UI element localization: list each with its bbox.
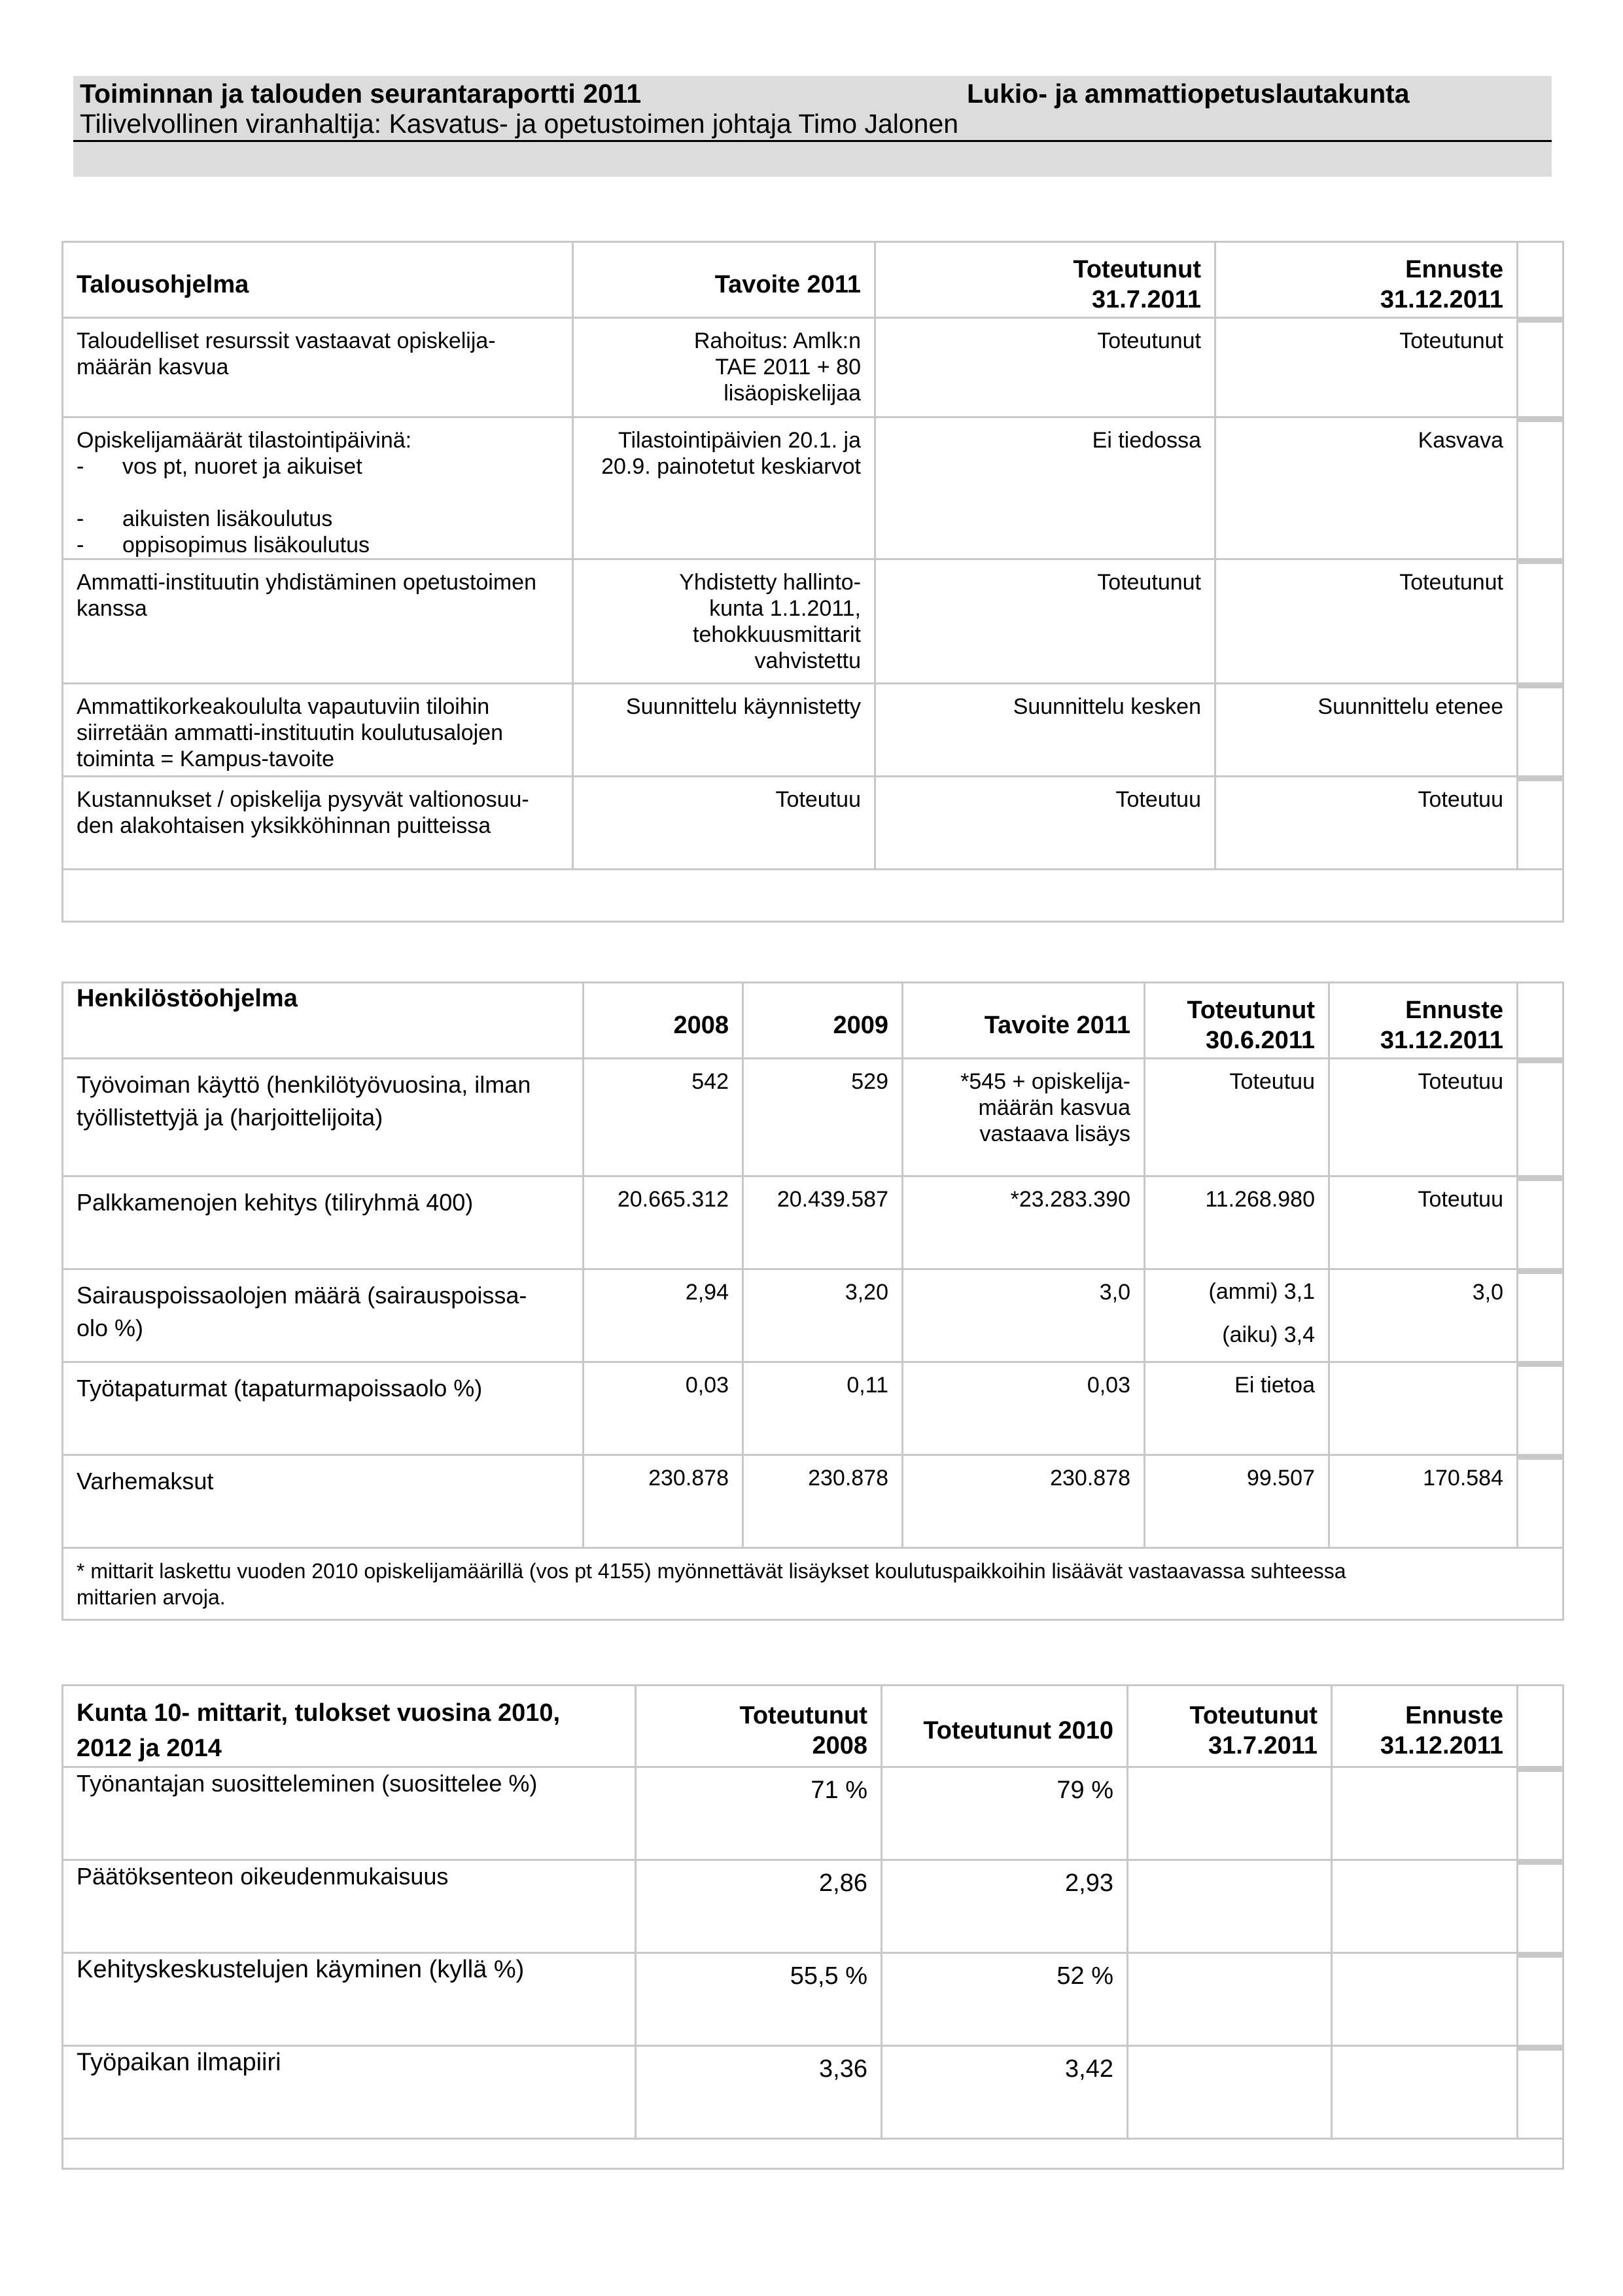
actual-value: (ammi) 3,1 (aiku) 3,4: [1145, 1269, 1329, 1362]
actual-value: [1128, 1860, 1332, 1953]
target-value: Rahoitus: Amlk:n TAE 2011 + 80 lisäopiskelijaa: [573, 318, 875, 417]
actual-value: [1128, 1953, 1332, 2046]
list-item: - aikuisten lisäkoulutus: [122, 506, 559, 532]
value-2009: 0,11: [743, 1362, 903, 1455]
value-2008: 2,86: [636, 1860, 882, 1953]
target-value: *23.283.390: [903, 1176, 1145, 1269]
column-header: Ennuste 31.12.2011: [1215, 242, 1518, 318]
forecast-value: 170.584: [1329, 1455, 1518, 1548]
report-header: [73, 76, 1552, 177]
table-row: [63, 1269, 1563, 1362]
forecast-value: 3,0: [1329, 1269, 1518, 1362]
table-row: [63, 318, 1563, 417]
forecast-value: [1332, 1860, 1518, 1953]
table-row: [63, 684, 1563, 777]
value-2009: 230.878: [743, 1455, 903, 1548]
bullet-list: [77, 453, 559, 480]
column-header: Ennuste 31.12.2011: [1329, 983, 1518, 1059]
status-column-header: [1518, 1686, 1563, 1767]
value-2008: 55,5 %: [636, 1953, 882, 2046]
forecast-value: Kasvava: [1215, 417, 1518, 559]
table-row: [63, 1176, 1563, 1269]
column-header: 2009: [743, 983, 903, 1059]
value-2010: 52 %: [882, 1953, 1128, 2046]
table-footer-row: [63, 2139, 1563, 2169]
status-indicator: [1518, 559, 1563, 684]
column-header: Toteutunut 30.6.2011: [1145, 983, 1329, 1059]
column-header: Toteutunut 31.7.2011: [1128, 1686, 1332, 1767]
footnote: * mittarit laskettu vuoden 2010 opiskelijamäärillä (vos pt 4155) myönnettävät lisäykset koulutuspaikkoihin lisäävät vastaavassa suhteessa mittarien arvoja.: [63, 1548, 1563, 1620]
value-2008: 0,03: [584, 1362, 743, 1455]
row-label: Työvoiman käyttö (henkilötyövuosina, ilman työllistettyjä ja (harjoittelijoita): [63, 1059, 584, 1176]
table-row: [63, 777, 1563, 870]
status-indicator: [1518, 1953, 1563, 2046]
value-2008: 20.665.312: [584, 1176, 743, 1269]
actual-value: [1128, 2046, 1332, 2139]
actual-value: [1128, 1767, 1332, 1860]
table-footer-row: [63, 870, 1563, 922]
forecast-value: [1329, 1362, 1518, 1455]
row-label: Palkkamenojen kehitys (tiliryhmä 400): [63, 1176, 584, 1269]
target-value: *545 + opiskelija- määrän kasvua vastaava lisäys: [903, 1059, 1145, 1176]
column-header: Tavoite 2011: [573, 242, 875, 318]
actual-value: Toteutunut: [875, 559, 1215, 684]
target-value: 3,0: [903, 1269, 1145, 1362]
column-header: Tavoite 2011: [903, 983, 1145, 1059]
value-2008: 542: [584, 1059, 743, 1176]
forecast-value: [1332, 1953, 1518, 2046]
column-header: Ennuste 31.12.2011: [1332, 1686, 1518, 1767]
value-2010: 79 %: [882, 1767, 1128, 1860]
target-value: 0,03: [903, 1362, 1145, 1455]
table-footer-row: [63, 1548, 1563, 1620]
status-column-header: [1518, 242, 1563, 318]
value-2010: 2,93: [882, 1860, 1128, 1953]
status-indicator: [1518, 1362, 1563, 1455]
actual-value: Ei tietoa: [1145, 1362, 1329, 1455]
actual-value: 11.268.980: [1145, 1176, 1329, 1269]
value-2009: 3,20: [743, 1269, 903, 1362]
table-row: [63, 1767, 1563, 1860]
value-2008: 2,94: [584, 1269, 743, 1362]
henkilostoohjelma-table: [61, 981, 1564, 1621]
table-row: [63, 1362, 1563, 1455]
status-indicator: [1518, 1767, 1563, 1860]
actual-value: 99.507: [1145, 1455, 1329, 1548]
actual-value: Toteutunut: [875, 318, 1215, 417]
value-2010: 3,42: [882, 2046, 1128, 2139]
forecast-value: [1332, 1767, 1518, 1860]
empty-footer: [63, 870, 1563, 922]
row-label: Kehityskeskustelujen käyminen (kyllä %): [63, 1953, 636, 2046]
status-column-header: [1518, 983, 1563, 1059]
row-label: Opiskelijamäärät tilastointipäivinä:: [77, 428, 412, 453]
row-label: Työpaikan ilmapiiri: [63, 2046, 636, 2139]
empty-footer: [63, 2139, 1563, 2169]
forecast-value: Toteutuu: [1329, 1176, 1518, 1269]
status-indicator: [1518, 2046, 1563, 2139]
target-value: Tilastointipäivien 20.1. ja 20.9. painotetut keskiarvot: [573, 417, 875, 559]
row-label: Taloudelliset resurssit vastaavat opiskelija- määrän kasvua: [63, 318, 573, 417]
value-2008: 230.878: [584, 1455, 743, 1548]
board-name: Lukio- ja ammattiopetuslautakunta: [967, 79, 1410, 109]
forecast-value: Suunnittelu etenee: [1215, 684, 1518, 777]
status-indicator: [1518, 1176, 1563, 1269]
row-label-cell: [63, 417, 573, 559]
value-2008: 3,36: [636, 2046, 882, 2139]
row-label: Työnantajan suositteleminen (suosittelee %): [63, 1767, 636, 1860]
column-header: Toteutunut 2010: [882, 1686, 1128, 1767]
status-indicator: [1518, 1269, 1563, 1362]
column-header: Toteutunut 2008: [636, 1686, 882, 1767]
forecast-value: Toteutuu: [1215, 777, 1518, 870]
table-row: [63, 1953, 1563, 2046]
table-row: [63, 559, 1563, 684]
header-rule: [73, 140, 1552, 142]
forecast-value: [1332, 2046, 1518, 2139]
table-title: Henkilöstöohjelma: [63, 983, 584, 1059]
column-header: 2008: [584, 983, 743, 1059]
row-label: Ammattikorkeakoululta vapautuviin tiloihin siirretään ammatti-instituutin koulutusalojen toiminta = Kampus-tavoite: [63, 684, 573, 777]
table-row: [63, 1860, 1563, 1953]
responsible-official: Tilivelvollinen viranhaltija: Kasvatus- ja opetustoimen johtaja Timo Jalonen: [80, 109, 959, 139]
table-title: Talousohjelma: [63, 242, 573, 318]
row-label: Päätöksenteon oikeudenmukaisuus: [63, 1860, 636, 1953]
status-indicator: [1518, 684, 1563, 777]
table-row: [63, 1455, 1563, 1548]
value-2008: 71 %: [636, 1767, 882, 1860]
value-2009: 529: [743, 1059, 903, 1176]
status-indicator: [1518, 417, 1563, 559]
value-2009: 20.439.587: [743, 1176, 903, 1269]
row-label: Työtapaturmat (tapaturmapoissaolo %): [63, 1362, 584, 1455]
target-value: Suunnittelu käynnistetty: [573, 684, 875, 777]
actual-value: Ei tiedossa: [875, 417, 1215, 559]
table-title: Kunta 10- mittarit, tulokset vuosina 2010, 2012 ja 2014: [63, 1686, 636, 1767]
row-label: Varhemaksut: [63, 1455, 584, 1548]
column-header: Toteutunut 31.7.2011: [875, 242, 1215, 318]
row-label: Kustannukset / opiskelija pysyvät valtionosuu- den alakohtaisen yksikköhinnan puitteissa: [63, 777, 573, 870]
target-value: Yhdistetty hallinto- kunta 1.1.2011, tehokkuusmittarit vahvistettu: [573, 559, 875, 684]
target-value: Toteutuu: [573, 777, 875, 870]
talousohjelma-table: [61, 241, 1564, 923]
report-title: Toiminnan ja talouden seurantaraportti 2011: [80, 79, 642, 109]
actual-value: Suunnittelu kesken: [875, 684, 1215, 777]
kunta10-table: [61, 1684, 1564, 2170]
forecast-value: Toteutunut: [1215, 318, 1518, 417]
bullet-list: [77, 506, 559, 558]
table-row: [63, 1059, 1563, 1176]
forecast-value: Toteutunut: [1215, 559, 1518, 684]
list-item: - oppisopimus lisäkoulutus: [122, 532, 559, 558]
list-item: - vos pt, nuoret ja aikuiset: [122, 453, 559, 480]
status-indicator: [1518, 1059, 1563, 1176]
row-label: Ammatti-instituutin yhdistäminen opetustoimen kanssa: [63, 559, 573, 684]
target-value: 230.878: [903, 1455, 1145, 1548]
actual-value: Toteutuu: [875, 777, 1215, 870]
table-row: [63, 417, 1563, 559]
table-row: [63, 2046, 1563, 2139]
actual-value: Toteutuu: [1145, 1059, 1329, 1176]
status-indicator: [1518, 1860, 1563, 1953]
status-indicator: [1518, 777, 1563, 870]
status-indicator: [1518, 1455, 1563, 1548]
row-label: Sairauspoissaolojen määrä (sairauspoissa- olo %): [63, 1269, 584, 1362]
status-indicator: [1518, 318, 1563, 417]
forecast-value: Toteutuu: [1329, 1059, 1518, 1176]
